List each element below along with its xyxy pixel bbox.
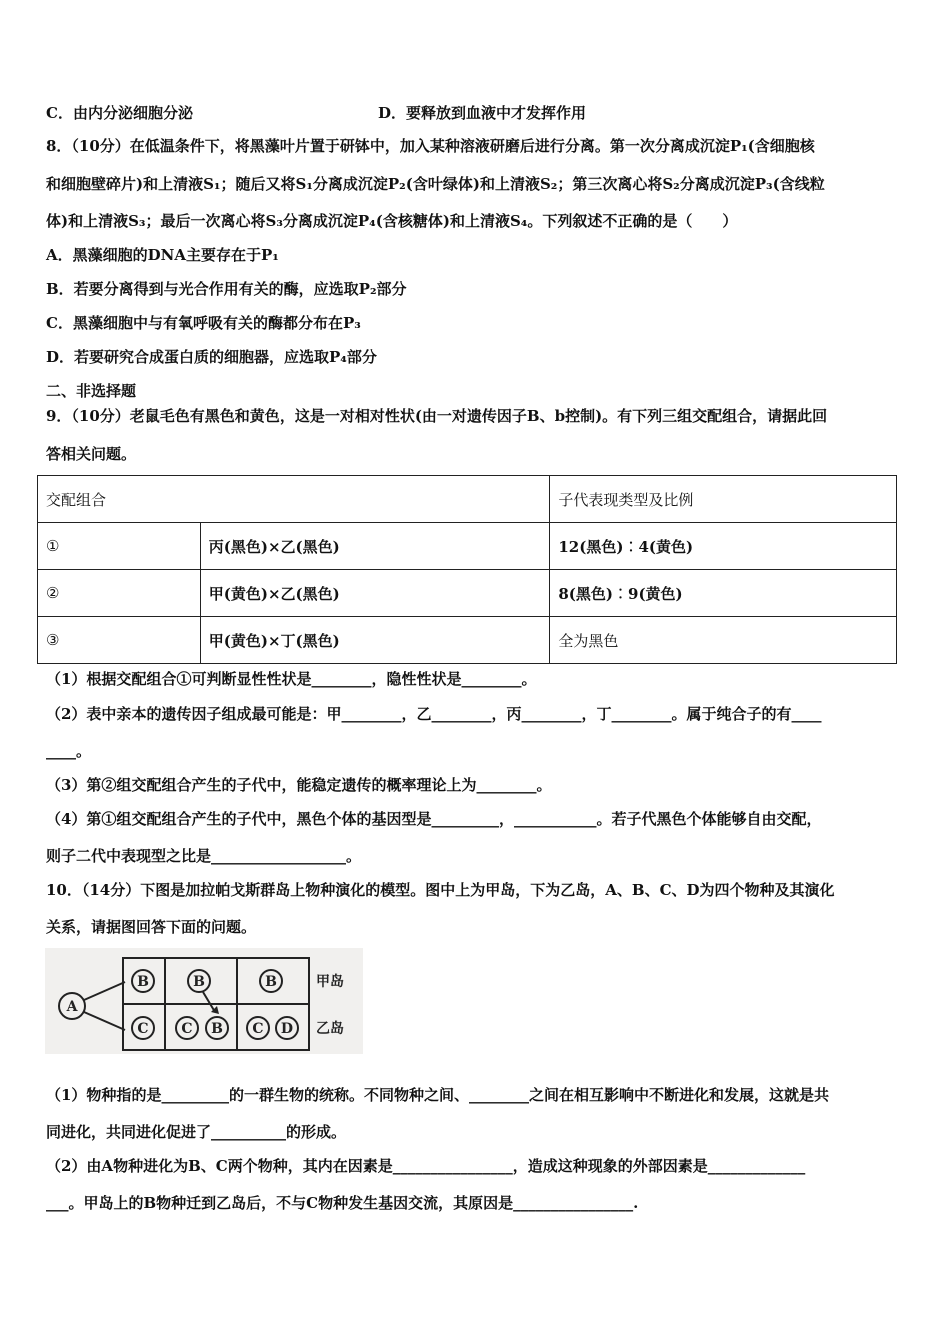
species-evolution-figure bbox=[45, 948, 363, 1054]
table-row bbox=[38, 570, 897, 617]
section-title: 二、非选择题 bbox=[46, 382, 137, 400]
q10-sub1-line2: 同进化，共同进化促进了__________的形成。 bbox=[46, 1123, 347, 1141]
row-cross: 甲(黄色)×乙(黑色) bbox=[200, 570, 550, 617]
q9-stem-line2: 答相关问题。 bbox=[46, 445, 137, 463]
q8-stem-line3: 体)和上清液S₃；最后一次离心将S₃分离成沉淀P₄(含核糖体)和上清液S₄。下列叙述不正确的是（ ） bbox=[46, 212, 738, 230]
migration-arrow bbox=[203, 992, 215, 1012]
q7-option-d: D．要释放到血液中才发挥作用 bbox=[378, 104, 587, 122]
row-number: ③ bbox=[38, 617, 201, 664]
species-label: C bbox=[181, 1021, 193, 1037]
arrow-a-to-c bbox=[84, 1012, 125, 1030]
table-header-cross: 交配组合 bbox=[38, 476, 550, 523]
species-label: C bbox=[252, 1021, 264, 1037]
q8-option-a: A．黑藻细胞的DNA主要存在于P₁ bbox=[46, 246, 279, 264]
q10-sub2-line1: （2）由A物种进化为B、C两个物种，其内在因素是________________，造成这种现象的外部因素是_____________ bbox=[46, 1157, 806, 1175]
q7-option-c: C．由内分泌细胞分泌 bbox=[46, 104, 193, 122]
species-label: B bbox=[137, 974, 149, 990]
island-label-top: 甲岛 bbox=[316, 974, 344, 990]
q9-stem-line1: 9．（10分）老鼠毛色有黑色和黄色，这是一对相对性状(由一对遗传因子B、b控制)。有下列三组交配组合，请据此回 bbox=[46, 407, 828, 425]
q10-stem-line1: 10．（14分）下图是加拉帕戈斯群岛上物种演化的模型。图中上为甲岛，下为乙岛，A、B、C、D为四个物种及其演化 bbox=[46, 881, 835, 899]
arrow-a-to-b bbox=[84, 982, 125, 1000]
table-row bbox=[38, 523, 897, 570]
row-result: 12(黑色)︰4(黄色) bbox=[550, 523, 897, 570]
q8-stem-line2: 和细胞壁碎片)和上清液S₁；随后又将S₁分离成沉淀P₂(含叶绿体)和上清液S₂；第三次离心将S₂分离成沉淀P₃(含线粒 bbox=[46, 175, 825, 193]
q10-sub2-line2: ___。甲岛上的B物种迁到乙岛后，不与C物种发生基因交流，其原因是________________. bbox=[46, 1194, 639, 1212]
island-label-bottom: 乙岛 bbox=[316, 1021, 344, 1037]
mating-table bbox=[37, 475, 897, 664]
q9-sub4-line1: （4）第①组交配组合产生的子代中，黑色个体的基因型是_________，___________。若子代黑色个体能够自由交配， bbox=[46, 810, 822, 828]
row-number: ① bbox=[38, 523, 201, 570]
species-label: B bbox=[193, 974, 205, 990]
species-label: B bbox=[211, 1021, 223, 1037]
figure-svg bbox=[45, 948, 363, 1054]
q8-option-d: D．若要研究合成蛋白质的细胞器，应选取P₄部分 bbox=[46, 348, 377, 366]
q9-sub2-line1: （2）表中亲本的遗传因子组成最可能是：甲________，乙________，丙________，丁________。属于纯合子的有____ bbox=[46, 705, 822, 723]
row-number: ② bbox=[38, 570, 201, 617]
q9-sub4-line2: 则子二代中表现型之比是__________________。 bbox=[46, 847, 362, 865]
species-label: C bbox=[137, 1021, 149, 1037]
q9-sub2-line2: ____。 bbox=[46, 742, 92, 760]
row-cross: 丙(黑色)×乙(黑色) bbox=[200, 523, 550, 570]
species-a-label: A bbox=[66, 999, 78, 1015]
species-label: D bbox=[280, 1021, 294, 1037]
table-header-row bbox=[38, 476, 897, 523]
q9-sub1: （1）根据交配组合①可判断显性性状是________，隐性性状是________。 bbox=[46, 670, 537, 688]
row-cross: 甲(黄色)×丁(黑色) bbox=[200, 617, 550, 664]
table-row bbox=[38, 617, 897, 664]
q9-sub3: （3）第②组交配组合产生的子代中，能稳定遗传的概率理论上为________。 bbox=[46, 776, 552, 794]
q8-stem-line1: 8．（10分）在低温条件下，将黑藻叶片置于研钵中，加入某种溶液研磨后进行分离。第一次分离成沉淀P₁(含细胞核 bbox=[46, 137, 815, 155]
q10-sub1-line1: （1）物种指的是_________的一群生物的统称。不同物种之间、________之间在相互影响中不断进化和发展，这就是共 bbox=[46, 1086, 829, 1104]
table-header-result: 子代表现类型及比例 bbox=[550, 476, 897, 523]
q10-stem-line2: 关系，请据图回答下面的问题。 bbox=[46, 918, 257, 936]
species-label: B bbox=[265, 974, 277, 990]
row-result: 全为黑色 bbox=[550, 617, 897, 664]
q8-option-b: B．若要分离得到与光合作用有关的酶，应选取P₂部分 bbox=[46, 280, 407, 298]
q8-option-c: C．黑藻细胞中与有氧呼吸有关的酶都分布在P₃ bbox=[46, 314, 361, 332]
row-result: 8(黑色)︰9(黄色) bbox=[550, 570, 897, 617]
